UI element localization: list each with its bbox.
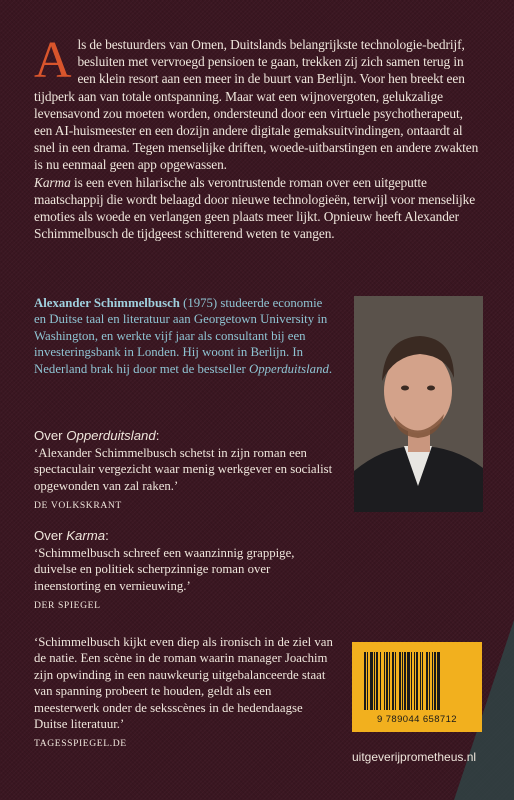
review-heading-prefix: Over bbox=[34, 428, 67, 443]
barcode-bar bbox=[432, 652, 433, 710]
barcode-bar bbox=[395, 652, 396, 710]
barcode-icon bbox=[362, 652, 472, 710]
review-source: TAGESSPIEGEL.DE bbox=[34, 738, 127, 750]
drop-cap: A bbox=[34, 32, 72, 89]
review-tagesspiegel bbox=[34, 634, 334, 749]
barcode-bar bbox=[370, 652, 373, 710]
barcode-bar bbox=[402, 652, 403, 710]
barcode-bar bbox=[386, 652, 388, 710]
barcode-bar bbox=[404, 652, 406, 710]
barcode-bar bbox=[367, 652, 368, 710]
barcode-bar bbox=[407, 652, 410, 710]
review-heading-title: Opperduitsland bbox=[66, 428, 156, 443]
barcode-bar bbox=[374, 652, 375, 710]
barcode-bar bbox=[429, 652, 430, 710]
blurb-book-title: Karma bbox=[34, 174, 71, 190]
barcode-bar bbox=[437, 652, 440, 710]
barcode-bar bbox=[411, 652, 412, 710]
barcode-bar bbox=[422, 652, 423, 710]
author-bio-text: (1975) studeerde economie en Duitse taal en literatuur aan Georgetown University in Washington, en werkte vijf jaar als consultant bij een investeringsbank in Londen. Hij woont in Berlijn. In Nederland brak hij door met de bestseller bbox=[34, 296, 328, 376]
back-cover-blurb bbox=[34, 32, 484, 242]
barcode-bar bbox=[414, 652, 415, 710]
isbn-barcode bbox=[352, 642, 482, 732]
review-source: DE VOLKSKRANT bbox=[34, 500, 122, 512]
barcode-bar bbox=[376, 652, 378, 710]
author-bio bbox=[34, 295, 334, 377]
author-name: Alexander Schimmelbusch bbox=[34, 296, 180, 310]
blurb-paragraph-1 bbox=[34, 32, 484, 174]
review-heading bbox=[34, 528, 334, 543]
review-opperduitsland bbox=[34, 428, 334, 511]
barcode-bar bbox=[426, 652, 428, 710]
author-portrait-icon bbox=[354, 296, 483, 512]
publisher-url[interactable]: uitgeverijprometheus.nl bbox=[352, 750, 477, 764]
barcode-bar bbox=[380, 652, 381, 710]
review-source: DER SPIEGEL bbox=[34, 600, 101, 612]
isbn-number: 9 789044 658712 bbox=[377, 714, 457, 725]
blurb-text-1: ls de bestuurders van Omen, Duitslands belangrijkste technologie-bedrijf, besluiten met vervroegd pensioen te gaan, trekken zij zich samen terug in een klein resort aan een meer in de buurt van Berlijn. Voor hen breekt een tijdperk aan van totale ontspanning. Maar wat een wijnovergoten, gelukzalige levensavond zou moeten worden, ondersteund door een virtuele psychotherapeut, een AI-huismeester en een dozijn andere digitale gemaksuitvindingen, ontaardt al snel in een drama. Tegen menselijke driften, woede-uitbarstingen en andere zwakten is nu eenmaal geen app opgewassen. bbox=[34, 37, 479, 173]
barcode-bar bbox=[384, 652, 385, 710]
review-karma bbox=[34, 528, 334, 611]
review-text: ‘Schimmelbusch schreef een waanzinnig grappige, duivelse en politiek scherpzinnige roman over ineenstorting en vernieuwing.’ bbox=[34, 546, 295, 593]
review-text: ‘Alexander Schimmelbusch schetst in zijn roman een spectaculair vergezicht waar menig werkgever en socialist opgewonden van zal raken.’ bbox=[34, 446, 333, 493]
review-heading-suffix: : bbox=[155, 428, 160, 443]
review-text: ‘Schimmelbusch kijkt even diep als ironisch in de ziel van de natie. Een scène in de roman waarin manager Joachim zijn opwinding in een nauwkeurig uitgebalanceerde staat van spanning probeert te houden, geldt als een meesterwerk onder de seksscènes in de hedendaagse Duitse literatuur.’ bbox=[34, 635, 333, 732]
author-photo bbox=[354, 296, 483, 512]
barcode-bar bbox=[389, 652, 390, 710]
review-heading-title: Karma bbox=[66, 528, 106, 543]
barcode-bar bbox=[420, 652, 421, 710]
blurb-paragraph-2 bbox=[34, 174, 484, 243]
author-bio-end: . bbox=[328, 361, 333, 376]
barcode-bar bbox=[364, 652, 366, 710]
review-heading-prefix: Over bbox=[34, 528, 67, 543]
barcode-bar bbox=[399, 652, 401, 710]
review-heading bbox=[34, 428, 334, 443]
barcode-bar bbox=[392, 652, 394, 710]
blurb-text-2: is een even hilarische als verontrustende roman over een uitgeputte maatschappij die wordt belaagd door nieuwe technologieën, terwijl voor menselijke emoties als woede en verlangen geen plaats meer lijkt. Opnieuw heeft Alexander Schimmelbusch de tijdgeest schitterend weten te vangen. bbox=[34, 174, 476, 242]
barcode-bar bbox=[434, 652, 436, 710]
barcode-bar bbox=[416, 652, 418, 710]
review-heading-suffix: : bbox=[105, 528, 109, 543]
author-bio-book: Opperduitsland bbox=[249, 361, 329, 376]
